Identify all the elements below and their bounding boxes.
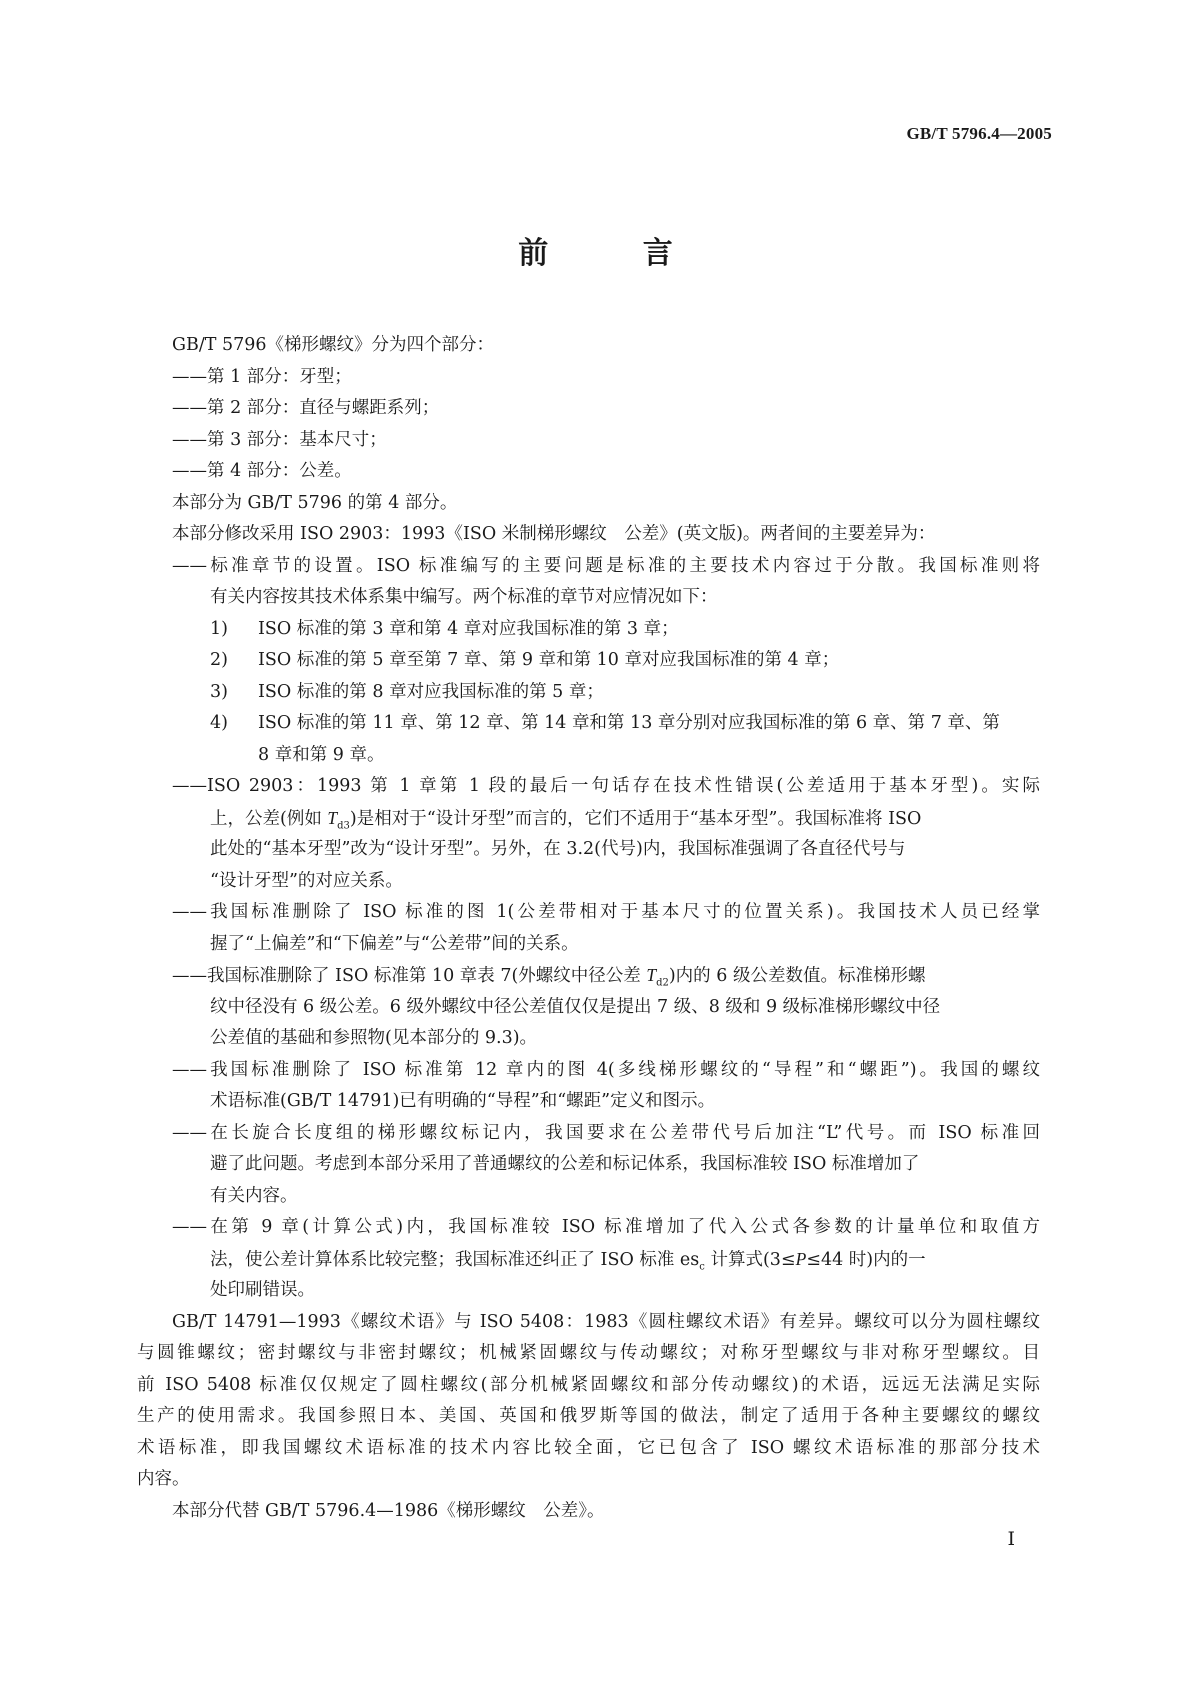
adoption-statement: 本部分修改采用 ISO 2903：1993《ISO 米制梯形螺纹 公差》(英文版)。两者间的主要差异为：	[172, 524, 936, 544]
intro-line: GB/T 5796《梯形螺纹》分为四个部分：	[172, 335, 495, 355]
text-run: ≤44 时)内的一	[806, 1249, 926, 1270]
numbered-item-2	[172, 645, 1040, 677]
terms-para-line-3: 前 ISO 5408 标准仅仅规定了圆柱螺纹(部分机械紧固螺纹和部分传动螺纹)的术语，远远无法满足实际	[137, 1374, 1040, 1395]
diff-4-line-1	[172, 960, 1040, 992]
diff-5-line-2: 术语标准(GB/T 14791)已有明确的“导程”和“螺距”定义和图示。	[210, 1091, 716, 1111]
item-number: 2)	[210, 650, 228, 670]
diff-2-line-2	[172, 803, 1040, 835]
terms-para-line-2: 与圆锥螺纹；密封螺纹与非密封螺纹；机械紧固螺纹与传动螺纹；对称牙型螺纹与非对称牙型螺纹。目	[137, 1343, 1040, 1363]
subscript: d2	[656, 977, 669, 989]
item-text: ISO 标准的第 8 章对应我国标准的第 5 章；	[258, 681, 604, 702]
diff-2-line-4: “设计牙型”的对应关系。	[210, 870, 403, 891]
text-run: )内的 6 级公差数值。标准梯形螺	[668, 966, 926, 986]
item-number: 3)	[210, 681, 228, 702]
diff-5-line-1: ——我国标准删除了 ISO 标准第 12 章内的图 4(多线梯形螺纹的“导程”和“螺距”)。我国的螺纹	[172, 1059, 1040, 1080]
part-1-item: ——第 1 部分：牙型；	[172, 366, 352, 387]
item-text: ISO 标准的第 11 章、第 12 章、第 14 章和第 13 章分别对应我国标准的第 6 章、第 7 章、第	[258, 713, 1000, 733]
symbol-P: P	[795, 1248, 807, 1269]
part-4-item: ——第 4 部分：公差。	[172, 461, 352, 481]
terms-para-line-5: 术语标准，即我国螺纹术语标准的技术内容比较全面，它已包含了 ISO 螺纹术语标准的那部分技术	[137, 1437, 1040, 1458]
diff-6-line-2: 避了此问题。考虑到本部分采用了普通螺纹的公差和标记体系，我国标准较 ISO 标准增加了	[210, 1154, 920, 1174]
diff-2-line-1: ——ISO 2903：1993 第 1 章第 1 段的最后一句话存在技术性错误(公差适用于基本牙型)。实际	[172, 776, 1040, 796]
diff-6-line-3: 有关内容。	[210, 1185, 298, 1206]
diff-7-line-2	[172, 1244, 1040, 1276]
item-number: 4)	[210, 713, 228, 733]
diff-1-line-2: 有关内容按其技术体系集中编写。两个标准的章节对应情况如下：	[210, 587, 718, 607]
part-statement: 本部分为 GB/T 5796 的第 4 部分。	[172, 492, 458, 513]
item-text: ISO 标准的第 5 章至第 7 章、第 9 章和第 10 章对应我国标准的第 4 章；	[258, 650, 840, 670]
diff-3-line-1: ——我国标准删除了 ISO 标准的图 1(公差带相对于基本尺寸的位置关系)。我国技术人员已经掌	[172, 902, 1040, 922]
preface-body	[137, 330, 1040, 1527]
document-code: GB/T 5796.4—2005	[906, 124, 1052, 143]
page-number: I	[1007, 1528, 1015, 1550]
numbered-item-4	[172, 708, 1040, 740]
part-3-item: ——第 3 部分：基本尺寸；	[172, 429, 387, 450]
terms-para-line-6: 内容。	[137, 1469, 190, 1489]
part-2-item: ——第 2 部分：直径与螺距系列；	[172, 398, 440, 418]
numbered-item-3	[172, 677, 1040, 709]
text-run: )是相对于“设计牙型”而言的，它们不适用于“基本牙型”。我国标准将 ISO	[349, 808, 922, 829]
numbered-item-1	[172, 614, 1040, 646]
text-run: ——我国标准删除了 ISO 标准第 10 章表 7(外螺纹中径公差	[172, 966, 647, 986]
diff-7-line-3: 处印刷错误。	[210, 1280, 315, 1300]
text-run: 计算式(3≤	[704, 1249, 796, 1270]
item-text: ISO 标准的第 3 章和第 4 章对应我国标准的第 3 章；	[258, 618, 679, 639]
page-title: 前 言	[518, 236, 715, 271]
diff-4-line-3: 公差值的基础和参照物(见本部分的 9.3)。	[210, 1028, 538, 1048]
diff-4-line-2: 纹中径没有 6 级公差。6 级外螺纹中径公差值仅仅是提出 7 级、8 级和 9 级标准梯形螺纹中径	[210, 996, 941, 1017]
symbol-T: T	[646, 965, 657, 985]
subscript: d3	[337, 820, 350, 831]
terms-para-line-1: GB/T 14791—1993《螺纹术语》与 ISO 5408：1983《圆柱螺纹术语》有差异。螺纹可以分为圆柱螺纹	[172, 1311, 1040, 1332]
diff-3-line-2: 握了“上偏差”和“下偏差”与“公差带”间的关系。	[210, 933, 579, 954]
subscript: c	[699, 1261, 705, 1272]
symbol-T: T	[327, 807, 338, 828]
diff-7-line-1: ——在第 9 章(计算公式)内，我国标准较 ISO 标准增加了代入公式各参数的计量单位和取值方	[172, 1217, 1040, 1237]
text-run: 上，公差(例如	[210, 808, 328, 829]
replacement-statement: 本部分代替 GB/T 5796.4—1986《梯形螺纹 公差》。	[172, 1500, 605, 1521]
terms-para-line-4: 生产的使用需求。我国参照日本、美国、英国和俄罗斯等国的做法，制定了适用于各种主要螺纹的螺纹	[137, 1406, 1040, 1426]
diff-2-line-3: 此处的“基本牙型”改为“设计牙型”。另外，在 3.2(代号)内，我国标准强调了各直径代号与	[210, 839, 906, 859]
item-number: 1)	[210, 618, 228, 639]
numbered-item-4-cont: 8 章和第 9 章。	[258, 744, 385, 765]
diff-6-line-1: ——在长旋合长度组的梯形螺纹标记内，我国要求在公差带代号后加注“L”代号。而 ISO 标准回	[172, 1122, 1040, 1143]
diff-1-line-1: ——标准章节的设置。ISO 标准编写的主要问题是标准的主要技术内容过于分散。我国标准则将	[172, 555, 1040, 576]
text-run: 法，使公差计算体系比较完整；我国标准还纠正了 ISO 标准 es	[210, 1249, 700, 1270]
